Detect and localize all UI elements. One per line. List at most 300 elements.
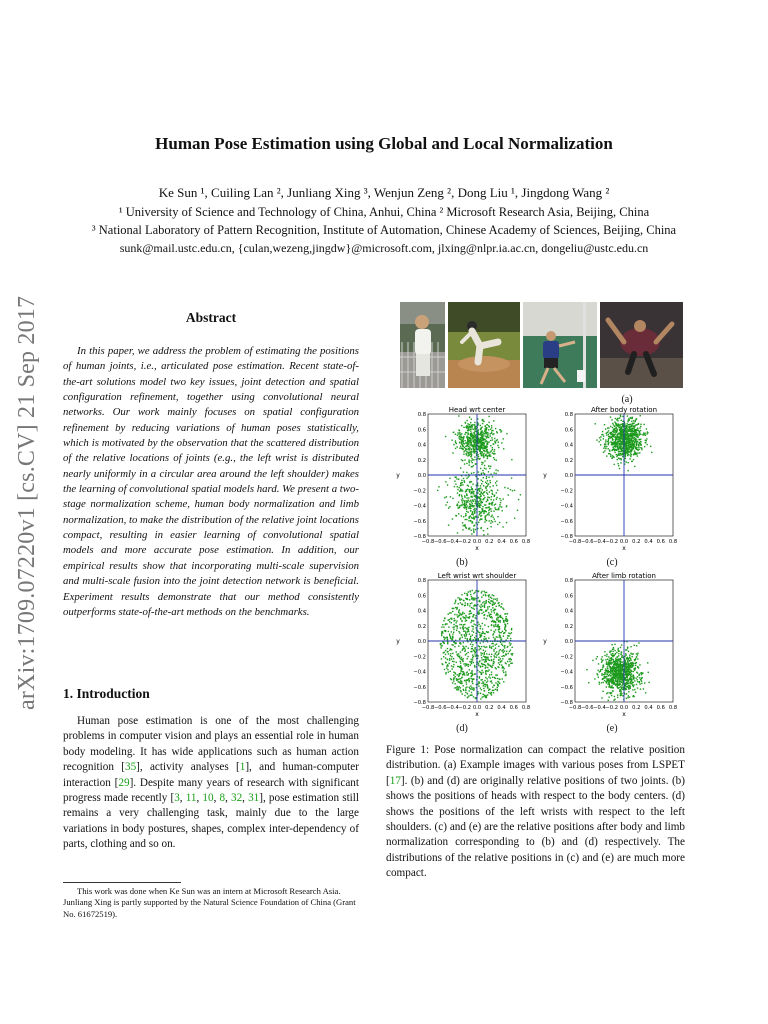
scatter-point xyxy=(625,455,626,456)
scatter-point xyxy=(510,649,511,650)
scatter-point xyxy=(517,510,518,511)
scatter-points xyxy=(440,590,514,700)
scatter-point xyxy=(472,437,473,438)
scatter-point xyxy=(461,440,462,441)
scatter-point xyxy=(496,497,497,498)
scatter-point xyxy=(469,490,470,491)
scatter-point xyxy=(450,612,451,613)
scatter-point xyxy=(454,672,455,673)
scatter-point xyxy=(612,430,613,431)
scatter-point xyxy=(621,428,622,429)
scatter-point xyxy=(483,435,484,436)
scatter-point xyxy=(449,506,450,507)
scatter-point xyxy=(631,680,632,681)
scatter-point xyxy=(602,691,603,692)
scatter-point xyxy=(486,684,487,685)
scatter-point xyxy=(499,429,500,430)
scatter-point xyxy=(610,693,611,694)
subfigure-label-e: (e) xyxy=(606,723,618,734)
scatter-point xyxy=(631,673,632,674)
scatter-point xyxy=(630,671,631,672)
scatter-point xyxy=(448,671,449,672)
scatter-point xyxy=(464,624,465,625)
scatter-point xyxy=(491,598,492,599)
scatter-point xyxy=(499,664,500,665)
scatter-point xyxy=(626,664,627,665)
citation-link[interactable]: 35 xyxy=(124,761,137,774)
scatter-point xyxy=(467,603,468,604)
scatter-point xyxy=(465,665,466,666)
scatter-point xyxy=(635,441,636,442)
scatter-point xyxy=(508,635,509,636)
scatter-point xyxy=(473,493,474,494)
scatter-point xyxy=(627,470,628,471)
scatter-point xyxy=(608,430,609,431)
scatter-point xyxy=(492,493,493,494)
scatter-point xyxy=(641,674,642,675)
scatter-point xyxy=(490,692,491,693)
x-tick-label: −0.4 xyxy=(446,705,459,711)
scatter-point xyxy=(468,520,469,521)
scatter-plot-after-limb-rotation xyxy=(537,570,682,720)
scatter-point xyxy=(463,478,464,479)
scatter-point xyxy=(468,485,469,486)
x-tick-label: 0.0 xyxy=(472,705,482,711)
scatter-point xyxy=(617,463,618,464)
scatter-point xyxy=(486,449,487,450)
scatter-point xyxy=(490,665,491,666)
scatter-point xyxy=(601,660,602,661)
scatter-point xyxy=(615,432,616,433)
scatter-point xyxy=(611,437,612,438)
citation-link[interactable]: 29 xyxy=(118,776,130,789)
scatter-point xyxy=(645,692,646,693)
scatter-point xyxy=(454,603,455,604)
scatter-point xyxy=(488,520,489,521)
scatter-point xyxy=(461,480,462,481)
plot-title: After limb rotation xyxy=(592,572,656,580)
scatter-point xyxy=(617,441,618,442)
scatter-point xyxy=(610,669,611,670)
scatter-point xyxy=(610,426,611,427)
scatter-point xyxy=(634,430,635,431)
scatter-point xyxy=(600,671,601,672)
scatter-point xyxy=(473,609,474,610)
scatter-point xyxy=(498,629,499,630)
scatter-point xyxy=(621,682,622,683)
scatter-point xyxy=(621,420,622,421)
scatter-point xyxy=(643,424,644,425)
scatter-point xyxy=(493,659,494,660)
scatter-point xyxy=(479,498,480,499)
scatter-point xyxy=(638,439,639,440)
scatter-point xyxy=(625,688,626,689)
scatter-point xyxy=(472,689,473,690)
scatter-point xyxy=(608,434,609,435)
scatter-point xyxy=(627,666,628,667)
y-axis-label: y xyxy=(543,638,547,645)
scatter-point xyxy=(501,603,502,604)
scatter-point xyxy=(493,598,494,599)
scatter-point xyxy=(615,680,616,681)
scatter-point xyxy=(633,671,634,672)
scatter-point xyxy=(626,443,627,444)
scatter-point xyxy=(469,462,470,463)
scatter-point xyxy=(485,504,486,505)
scatter-point xyxy=(445,673,446,674)
scatter-point xyxy=(483,421,484,422)
scatter-point xyxy=(637,429,638,430)
scatter-point xyxy=(474,597,475,598)
scatter-point xyxy=(611,419,612,420)
citation-link[interactable]: 31 xyxy=(248,792,260,805)
scatter-point xyxy=(459,678,460,679)
scatter-point xyxy=(453,680,454,681)
x-tick-label: −0.2 xyxy=(458,539,472,545)
scatter-point xyxy=(616,443,617,444)
scatter-point xyxy=(449,660,450,661)
scatter-point xyxy=(612,433,613,434)
citation-link[interactable]: 8 xyxy=(219,792,226,805)
scatter-point xyxy=(462,661,463,662)
scatter-point xyxy=(490,429,491,430)
scatter-point xyxy=(470,594,471,595)
scatter-point xyxy=(486,478,487,479)
scatter-point xyxy=(461,482,462,483)
citation-link[interactable]: 1 xyxy=(239,761,246,774)
scatter-point xyxy=(634,659,635,660)
scatter-point xyxy=(478,456,479,457)
scatter-point xyxy=(471,481,472,482)
scatter-point xyxy=(442,631,443,632)
scatter-point xyxy=(618,671,619,672)
scatter-point xyxy=(472,654,473,655)
scatter-point xyxy=(459,614,460,615)
scatter-point xyxy=(471,607,472,608)
scatter-point xyxy=(466,502,467,503)
scatter-point xyxy=(629,656,630,657)
scatter-point xyxy=(452,611,453,612)
scatter-point xyxy=(468,507,469,508)
scatter-point xyxy=(452,633,453,634)
scatter-point xyxy=(495,428,496,429)
scatter-point xyxy=(496,492,497,493)
citation-link[interactable]: 3 xyxy=(174,792,180,805)
scatter-point xyxy=(488,599,489,600)
scatter-point xyxy=(470,603,471,604)
scatter-point xyxy=(473,631,474,632)
scatter-point xyxy=(493,443,494,444)
scatter-point xyxy=(468,627,469,628)
scatter-point xyxy=(460,671,461,672)
scatter-point xyxy=(480,679,481,680)
x-tick-label: −0.2 xyxy=(605,539,619,545)
scatter-point xyxy=(499,620,500,621)
scatter-point xyxy=(602,434,603,435)
scatter-point xyxy=(622,695,623,696)
scatter-point xyxy=(619,437,620,438)
scatter-point xyxy=(485,595,486,596)
scatter-point xyxy=(632,423,633,424)
citation-link[interactable]: 11 xyxy=(185,792,197,805)
scatter-point xyxy=(498,662,499,663)
scatter-point xyxy=(607,666,608,667)
scatter-point xyxy=(468,429,469,430)
scatter-point xyxy=(601,656,602,657)
scatter-point xyxy=(465,440,466,441)
subfigure-label-b: (b) xyxy=(456,557,468,568)
scatter-point xyxy=(605,659,606,660)
scatter-point xyxy=(463,438,464,439)
scatter-point xyxy=(479,606,480,607)
scatter-point xyxy=(622,435,623,436)
scatter-point xyxy=(620,443,621,444)
scatter-point xyxy=(480,609,481,610)
scatter-point xyxy=(495,648,496,649)
scatter-point xyxy=(490,614,491,615)
scatter-point xyxy=(625,649,626,650)
scatter-point xyxy=(463,690,464,691)
scatter-point xyxy=(463,454,464,455)
photo-breakdancer xyxy=(600,302,683,388)
scatter-point xyxy=(621,657,622,658)
scatter-point xyxy=(488,669,489,670)
scatter-point xyxy=(644,432,645,433)
scatter-point xyxy=(597,674,598,675)
scatter-point xyxy=(495,625,496,626)
scatter-point xyxy=(471,424,472,425)
scatter-point xyxy=(478,663,479,664)
scatter-point xyxy=(470,429,471,430)
scatter-point xyxy=(478,514,479,515)
scatter-point xyxy=(622,680,623,681)
scatter-point xyxy=(456,614,457,615)
y-tick-label: 0.6 xyxy=(564,427,573,434)
scatter-point xyxy=(496,460,497,461)
scatter-point xyxy=(479,488,480,489)
citation-link[interactable]: 32 xyxy=(230,792,243,805)
scatter-point xyxy=(610,662,611,663)
scatter-point xyxy=(604,651,605,652)
scatter-point xyxy=(621,685,622,686)
scatter-point xyxy=(622,424,623,425)
scatter-point xyxy=(496,657,497,658)
scatter-point xyxy=(499,522,500,523)
scatter-point xyxy=(493,649,494,650)
scatter-point xyxy=(621,644,622,645)
scatter-point xyxy=(629,454,630,455)
scatter-point xyxy=(492,449,493,450)
scatter-point xyxy=(604,672,605,673)
scatter-point xyxy=(452,666,453,667)
scatter-point xyxy=(485,671,486,672)
y-tick-label: 0.2 xyxy=(417,457,426,464)
scatter-point xyxy=(628,438,629,439)
scatter-point xyxy=(470,453,471,454)
scatter-point xyxy=(643,688,644,689)
scatter-point xyxy=(473,626,474,627)
scatter-point xyxy=(499,679,500,680)
scatter-point xyxy=(620,669,621,670)
scatter-point xyxy=(599,682,600,683)
scatter-point xyxy=(615,668,616,669)
scatter-point xyxy=(490,455,491,456)
scatter-point xyxy=(481,592,482,593)
scatter-point xyxy=(460,658,461,659)
scatter-point xyxy=(495,629,496,630)
scatter-point xyxy=(613,443,614,444)
scatter-point xyxy=(606,671,607,672)
scatter-point xyxy=(472,459,473,460)
scatter-point xyxy=(605,448,606,449)
scatter-point xyxy=(473,472,474,473)
scatter-point xyxy=(485,657,486,658)
scatter-point xyxy=(468,528,469,529)
scatter-point xyxy=(596,658,597,659)
x-tick-label: −0.2 xyxy=(458,705,472,711)
scatter-point xyxy=(618,648,619,649)
scatter-point xyxy=(472,462,473,463)
scatter-point xyxy=(461,495,462,496)
scatter-point xyxy=(471,458,472,459)
scatter-point xyxy=(480,442,481,443)
citation-link[interactable]: 17 xyxy=(389,774,401,787)
scatter-point xyxy=(458,513,459,514)
scatter-point xyxy=(480,666,481,667)
scatter-point xyxy=(478,681,479,682)
scatter-point xyxy=(471,473,472,474)
scatter-point xyxy=(471,444,472,445)
footnote-rule xyxy=(63,882,181,883)
x-axis-label: x xyxy=(622,545,626,552)
scatter-point xyxy=(509,644,510,645)
scatter-point xyxy=(633,668,634,669)
scatter-point xyxy=(617,694,618,695)
scatter-point xyxy=(631,440,632,441)
x-axis-label: x xyxy=(475,711,479,718)
scatter-point xyxy=(445,662,446,663)
scatter-point xyxy=(507,623,508,624)
scatter-point xyxy=(483,485,484,486)
scatter-point xyxy=(478,443,479,444)
scatter-point xyxy=(489,614,490,615)
scatter-point xyxy=(632,444,633,445)
scatter-point xyxy=(507,646,508,647)
scatter-point xyxy=(494,656,495,657)
scatter-point xyxy=(455,600,456,601)
x-tick-label: −0.4 xyxy=(593,705,606,711)
scatter-point xyxy=(482,481,483,482)
scatter-point xyxy=(464,695,465,696)
scatter-point xyxy=(449,633,450,634)
scatter-point xyxy=(463,446,464,447)
scatter-point xyxy=(447,642,448,643)
scatter-point xyxy=(481,431,482,432)
scatter-point xyxy=(491,616,492,617)
scatter-point xyxy=(499,504,500,505)
scatter-point xyxy=(485,447,486,448)
scatter-point xyxy=(487,671,488,672)
scatter-point xyxy=(493,453,494,454)
scatter-point xyxy=(505,663,506,664)
scatter-point xyxy=(502,498,503,499)
scatter-point xyxy=(471,496,472,497)
scatter-point xyxy=(467,511,468,512)
scatter-point xyxy=(456,446,457,447)
scatter-point xyxy=(604,450,605,451)
scatter-point xyxy=(497,489,498,490)
scatter-point xyxy=(468,613,469,614)
scatter-point xyxy=(486,653,487,654)
scatter-point xyxy=(497,678,498,679)
scatter-point xyxy=(636,645,637,646)
scatter-point xyxy=(615,423,616,424)
scatter-point xyxy=(474,524,475,525)
scatter-point xyxy=(617,662,618,663)
scatter-point xyxy=(603,452,604,453)
scatter-point xyxy=(481,613,482,614)
scatter-point xyxy=(606,663,607,664)
scatter-point xyxy=(493,499,494,500)
scatter-point xyxy=(452,627,453,628)
scatter-point xyxy=(452,653,453,654)
y-tick-label: 0.8 xyxy=(417,412,426,418)
scatter-point xyxy=(464,480,465,481)
scatter-point xyxy=(456,625,457,626)
scatter-point xyxy=(484,690,485,691)
citation-link[interactable]: 10 xyxy=(202,792,214,805)
scatter-point xyxy=(471,602,472,603)
scatter-point xyxy=(618,441,619,442)
scatter-point xyxy=(613,664,614,665)
scatter-point xyxy=(465,631,466,632)
scatter-point xyxy=(615,436,616,437)
scatter-point xyxy=(490,526,491,527)
scatter-point xyxy=(497,674,498,675)
scatter-point xyxy=(487,685,488,686)
scatter-point xyxy=(497,470,498,471)
scatter-point xyxy=(466,519,467,520)
scatter-point xyxy=(500,606,501,607)
scatter-point xyxy=(453,658,454,659)
y-tick-label: 0.4 xyxy=(417,442,426,449)
scatter-point xyxy=(620,453,621,454)
scatter-point xyxy=(460,683,461,684)
scatter-point xyxy=(479,458,480,459)
scatter-point xyxy=(621,448,622,449)
scatter-point xyxy=(479,503,480,504)
scatter-point xyxy=(460,485,461,486)
scatter-point xyxy=(475,489,476,490)
scatter-point xyxy=(469,617,470,618)
scatter-point xyxy=(605,439,606,440)
scatter-point xyxy=(624,677,625,678)
scatter-point xyxy=(460,435,461,436)
scatter-point xyxy=(618,451,619,452)
scatter-point xyxy=(621,459,622,460)
scatter-point xyxy=(493,631,494,632)
scatter-point xyxy=(467,423,468,424)
scatter-point xyxy=(628,691,629,692)
scatter-point xyxy=(493,661,494,662)
scatter-point xyxy=(478,639,479,640)
scatter-point xyxy=(638,667,639,668)
scatter-point xyxy=(469,599,470,600)
scatter-point xyxy=(480,672,481,673)
scatter-point xyxy=(629,419,630,420)
scatter-point xyxy=(475,463,476,464)
scatter-point xyxy=(485,665,486,666)
